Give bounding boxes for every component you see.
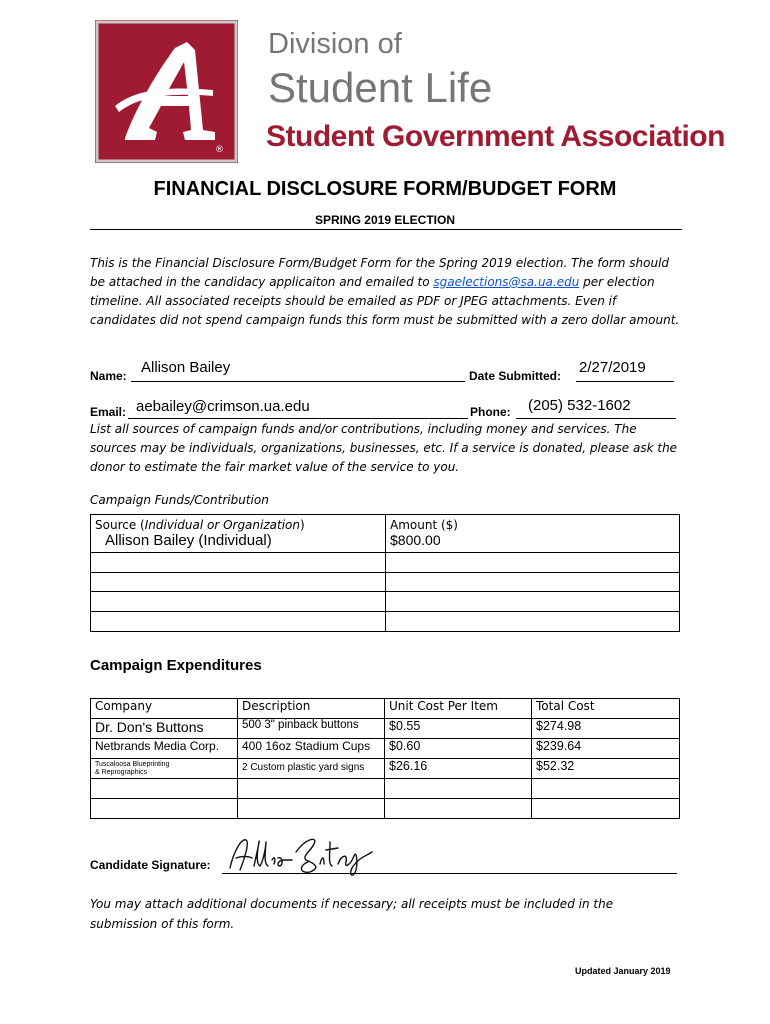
- unit-cost-cell[interactable]: $0.55: [385, 719, 532, 739]
- date-underline: [576, 381, 674, 382]
- funds-amount-cell[interactable]: [386, 553, 680, 573]
- total-cost-cell[interactable]: $239.64: [532, 739, 680, 759]
- registered-mark: ®: [215, 145, 224, 155]
- total-cost-cell[interactable]: [532, 779, 680, 799]
- description-cell[interactable]: [238, 799, 385, 819]
- description-cell[interactable]: 500 3" pinback buttons: [238, 719, 385, 739]
- handwritten-signature[interactable]: [226, 830, 391, 878]
- intro-paragraph: [90, 254, 685, 330]
- table-row: [91, 739, 680, 759]
- table-row: [91, 799, 680, 819]
- description-cell[interactable]: [238, 779, 385, 799]
- total-cost-cell[interactable]: $274.98: [532, 719, 680, 739]
- company-cell[interactable]: Tuscaloosa Blueprinting & Reprographics: [91, 759, 238, 779]
- funds-caption: Campaign Funds/Contribution: [90, 493, 269, 507]
- funds-source-cell[interactable]: [91, 592, 386, 612]
- col-header-description: Description: [238, 699, 385, 719]
- description-cell[interactable]: 2 Custom plastic yard signs: [238, 759, 385, 779]
- name-field[interactable]: Allison Bailey: [141, 359, 231, 376]
- unit-cost-cell[interactable]: $0.60: [385, 739, 532, 759]
- page-subtitle: SPRING 2019 ELECTION: [314, 213, 456, 227]
- division-line1: Division of: [268, 28, 402, 60]
- intro-before-link: This is the Financial Disclosure Form/Budget Form for the Spring 2019 election. The form should be attached in the candidacy applicaiton and emailed to: [90, 256, 670, 289]
- funds-amount-cell[interactable]: [386, 573, 680, 592]
- closing-note: You may attach additional documents if necessary; all receipts must be included in the submission of this form.: [90, 897, 614, 931]
- unit-cost-cell[interactable]: [385, 799, 532, 819]
- expenditures-table: [90, 698, 680, 819]
- table-row: [91, 573, 680, 592]
- date-field[interactable]: 2/27/2019: [579, 359, 646, 376]
- table-row: [91, 779, 680, 799]
- name-underline: [131, 381, 465, 382]
- funds-source-cell[interactable]: [91, 573, 386, 592]
- name-label: Name:: [90, 369, 127, 383]
- ua-logo: [95, 20, 238, 163]
- total-cost-cell[interactable]: [532, 799, 680, 819]
- funds-source-cell[interactable]: [91, 612, 386, 632]
- funds-amount-cell[interactable]: $800.00: [390, 532, 441, 548]
- table-row: [91, 759, 680, 779]
- table-row: [91, 612, 680, 632]
- funds-header-amount: Amount ($) $800.00: [386, 515, 680, 553]
- company-cell[interactable]: [91, 779, 238, 799]
- funds-amount-cell[interactable]: [386, 612, 680, 632]
- funds-table: [90, 514, 680, 632]
- intro-after-link: per election timeline. All associated receipts should be emailed as PDF or JPEG attachments. Even if candidates did not spend campaign funds this form must be submitted with a zero dollar amount.: [90, 275, 680, 327]
- company-cell[interactable]: Netbrands Media Corp.: [91, 739, 238, 759]
- funds-source-cell[interactable]: [91, 553, 386, 573]
- expenditures-header-row: [91, 699, 680, 719]
- col-header-total-cost: Total Cost: [532, 699, 680, 719]
- script-a-logo-icon: [95, 20, 238, 163]
- table-row: [91, 553, 680, 573]
- col-header-unit-cost: Unit Cost Per Item: [385, 699, 532, 719]
- sources-instructions: List all sources of campaign funds and/or contributions, including money and services. The sources may be individuals, organizations, businesses, etc. If a service is donated, please ask the donor to estimate the fair market value of the service to you.: [90, 422, 678, 474]
- page-title: FINANCIAL DISCLOSURE FORM/BUDGET FORM: [153, 178, 617, 200]
- subtitle-rule: [90, 229, 682, 230]
- updated-date: Updated January 2019: [575, 966, 671, 976]
- sga-email-link[interactable]: sgaelections@sa.ua.edu: [433, 275, 580, 289]
- phone-field[interactable]: (205) 532-1602: [528, 397, 631, 414]
- funds-source-cell[interactable]: Allison Bailey (Individual): [105, 532, 272, 549]
- date-label: Date Submitted:: [469, 369, 562, 383]
- division-line2: Student Life: [268, 64, 493, 111]
- funds-header-row: [91, 515, 680, 553]
- col-header-company: Company: [91, 699, 238, 719]
- email-field[interactable]: aebailey@crimson.ua.edu: [136, 398, 310, 415]
- company-cell[interactable]: Dr. Don's Buttons: [91, 719, 238, 739]
- company-cell[interactable]: [91, 799, 238, 819]
- email-label: Email:: [90, 405, 127, 419]
- phone-label: Phone:: [470, 405, 511, 419]
- sga-heading: Student Government Association: [266, 120, 725, 153]
- email-underline: [128, 418, 468, 419]
- table-row: [91, 592, 680, 612]
- description-cell[interactable]: 400 16oz Stadium Cups: [238, 739, 385, 759]
- phone-underline: [516, 418, 676, 419]
- table-row: [91, 719, 680, 739]
- unit-cost-cell[interactable]: [385, 779, 532, 799]
- funds-header-source: Source (Individual or Organization) Allison Bailey (Individual): [91, 515, 386, 553]
- total-cost-cell[interactable]: $52.32: [532, 759, 680, 779]
- unit-cost-cell[interactable]: $26.16: [385, 759, 532, 779]
- signature-label: Candidate Signature:: [90, 858, 211, 872]
- expenditures-heading: Campaign Expenditures: [90, 657, 262, 674]
- funds-amount-cell[interactable]: [386, 592, 680, 612]
